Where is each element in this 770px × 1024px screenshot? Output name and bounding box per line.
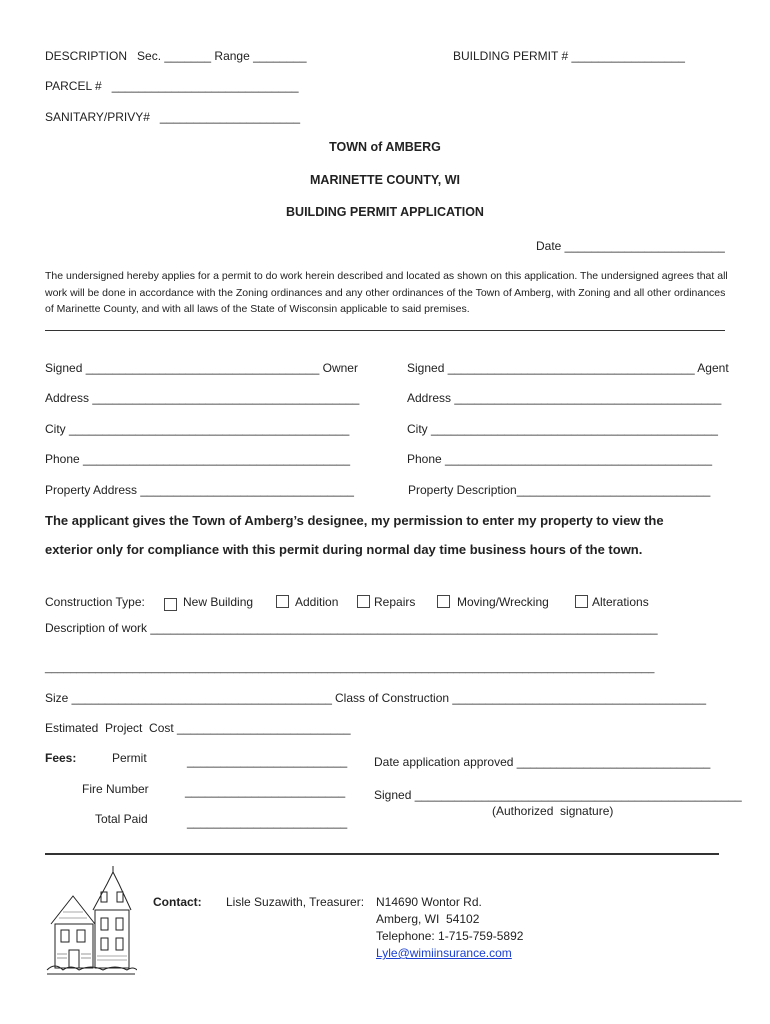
owner-signed-field: Signed ___________________________________ Owner bbox=[45, 361, 358, 375]
agent-address-field: Address ________________________________________ bbox=[407, 391, 722, 405]
description-of-work-line2: _________________________________________________________________________________________________ bbox=[45, 662, 655, 674]
permit-fee-blank: ________________________ bbox=[187, 754, 348, 768]
house-illustration bbox=[45, 866, 137, 978]
property-address-field: Property Address ________________________________ bbox=[45, 483, 354, 497]
permit-fee-label: Permit bbox=[112, 751, 147, 765]
permission-statement-line2: exterior only for compliance with this permit during normal day time business hours of the town. bbox=[45, 542, 643, 557]
contact-address-line2: Amberg, WI 54102 bbox=[376, 912, 480, 926]
form-title: BUILDING PERMIT APPLICATION bbox=[286, 205, 484, 219]
option-repairs: Repairs bbox=[374, 595, 416, 609]
description-of-work-field: Description of work ____________________________________________________________________________ bbox=[45, 621, 658, 635]
authorized-signature-caption: (Authorized signature) bbox=[492, 804, 614, 818]
option-new-building: New Building bbox=[183, 595, 254, 609]
sanitary-privy-field: SANITARY/PRIVY# _____________________ bbox=[45, 110, 301, 124]
bottom-divider bbox=[45, 853, 719, 855]
checkbox-new-building[interactable] bbox=[164, 598, 177, 611]
agreement-paragraph: The undersigned hereby applies for a permit to do work herein described and located as shown on this application. The undersigned agrees that all work will be done in accordance with the Zoning ordinances and any other ordinances of the Town of Amberg, with Zoning and all other ordinances of Marinette County, and with all laws of the State of Wisconsin applicable to said premises. bbox=[45, 270, 728, 315]
owner-city-field: City __________________________________________ bbox=[45, 422, 350, 436]
contact-telephone: Telephone: 1-715-759-5892 bbox=[376, 929, 524, 943]
construction-type-label: Construction Type: bbox=[45, 595, 145, 609]
divider bbox=[45, 330, 725, 331]
class-of-construction-field: Class of Construction ______________________________________ bbox=[335, 691, 706, 705]
option-moving-wrecking: Moving/Wrecking bbox=[457, 595, 549, 609]
date-approved-field: Date application approved _____________________________ bbox=[374, 755, 711, 769]
contact-name: Lisle Suzawith, Treasurer: bbox=[226, 895, 365, 909]
total-paid-label: Total Paid bbox=[95, 812, 148, 826]
county-title: MARINETTE COUNTY, WI bbox=[310, 173, 460, 187]
date-field: Date ________________________ bbox=[536, 239, 725, 253]
permission-statement-line1: The applicant gives the Town of Amberg’s designee, my permission to enter my property to view the bbox=[45, 513, 664, 528]
description-field: DESCRIPTION Sec. _______ Range ________ bbox=[45, 49, 307, 63]
estimated-cost-field: Estimated Project Cost __________________________ bbox=[45, 721, 351, 735]
checkbox-moving-wrecking[interactable] bbox=[437, 595, 450, 608]
agent-city-field: City ___________________________________________ bbox=[407, 422, 718, 436]
fire-number-blank: ________________________ bbox=[185, 784, 346, 798]
size-field: Size _______________________________________ bbox=[45, 691, 332, 705]
fees-label: Fees: bbox=[45, 751, 77, 765]
checkbox-alterations[interactable] bbox=[575, 595, 588, 608]
contact-email-link[interactable]: Lyle@wimiinsurance.com bbox=[376, 946, 512, 960]
contact-address-line1: N14690 Wontor Rd. bbox=[376, 895, 482, 909]
total-paid-blank: ________________________ bbox=[187, 815, 348, 829]
checkbox-repairs[interactable] bbox=[357, 595, 370, 608]
contact-label: Contact: bbox=[153, 895, 202, 909]
agent-phone-field: Phone ________________________________________ bbox=[407, 452, 712, 466]
authorized-signed-field: Signed _________________________________________________ bbox=[374, 788, 742, 802]
option-alterations: Alterations bbox=[592, 595, 649, 609]
option-addition: Addition bbox=[295, 595, 339, 609]
parcel-number-field: PARCEL # ____________________________ bbox=[45, 79, 299, 93]
checkbox-addition[interactable] bbox=[276, 595, 289, 608]
owner-phone-field: Phone ________________________________________ bbox=[45, 452, 350, 466]
fire-number-label: Fire Number bbox=[82, 782, 149, 796]
town-title: TOWN of AMBERG bbox=[329, 140, 441, 154]
owner-address-field: Address ________________________________________ bbox=[45, 391, 360, 405]
agent-signed-field: Signed _____________________________________ Agent bbox=[407, 361, 729, 375]
building-permit-number-field: BUILDING PERMIT # _________________ bbox=[453, 49, 685, 63]
property-description-field: Property Description_____________________________ bbox=[408, 483, 711, 497]
